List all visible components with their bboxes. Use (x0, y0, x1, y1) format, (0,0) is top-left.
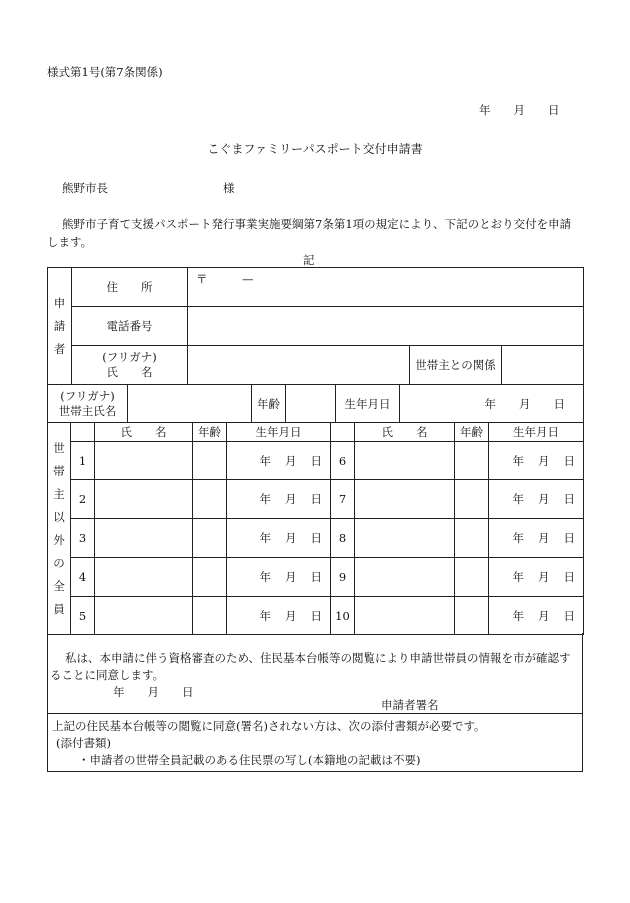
member-birth-field[interactable]: 年 月 日 (227, 442, 331, 480)
members-group-label: 世 帯 主 以 外 の 全 員 (48, 423, 71, 635)
member-age-field[interactable] (193, 480, 227, 519)
member-name-field[interactable] (95, 558, 193, 597)
relation-field[interactable] (502, 346, 584, 385)
table-row (48, 480, 584, 519)
member-number: 9 (331, 558, 355, 597)
member-age-field[interactable] (193, 442, 227, 480)
table-row (48, 442, 584, 480)
table-row (48, 558, 584, 597)
member-age-field[interactable] (193, 558, 227, 597)
signature-label: 申請者署名 (381, 698, 439, 712)
members-age-header-left: 年齢 (193, 423, 227, 442)
form-number: 様式第1号(第7条関係) (47, 65, 163, 79)
address-field[interactable] (188, 268, 584, 307)
phone-field[interactable] (188, 307, 584, 346)
member-birth-field[interactable]: 年 月 日 (227, 558, 331, 597)
consent-text-continued: ることに同意します。 (50, 668, 165, 682)
member-number: 8 (331, 519, 355, 558)
member-number: 2 (71, 480, 95, 519)
table-row (48, 519, 584, 558)
member-number: 3 (71, 519, 95, 558)
intro-text-continued: します。 (47, 235, 93, 249)
members-birth-header-left: 生年月日 (227, 423, 331, 442)
member-age-field[interactable] (193, 597, 227, 635)
member-age-field[interactable] (455, 519, 489, 558)
member-age-field[interactable] (455, 480, 489, 519)
member-birth-field[interactable]: 年 月 日 (227, 519, 331, 558)
householder-age-field[interactable] (286, 385, 336, 423)
members-age-header-right: 年齢 (455, 423, 489, 442)
consent-date[interactable]: 年 月 日 (113, 685, 194, 699)
relation-label: 世帯主との関係 (410, 346, 502, 385)
document-title: こぐまファミリーパスポート交付申請書 (207, 142, 423, 156)
members-name-header-left: 氏 名 (95, 423, 193, 442)
member-age-field[interactable] (455, 442, 489, 480)
phone-label: 電話番号 (72, 307, 188, 346)
ki-label: 記 (303, 253, 315, 267)
attachment-heading: (添付書類) (56, 736, 111, 750)
member-birth-field[interactable]: 年 月 日 (489, 558, 584, 597)
intro-text: 熊野市子育て支援パスポート発行事業実施要綱第7条第1項の規定により、下記のとおり交付を申請 (62, 217, 572, 231)
member-name-field[interactable] (95, 597, 193, 635)
addressee: 熊野市長 (62, 181, 108, 195)
member-number: 1 (71, 442, 95, 480)
householder-birth-field[interactable]: 年 月 日 (400, 385, 584, 423)
members-name-header-right: 氏 名 (355, 423, 455, 442)
consent-text: 私は、本申請に伴う資格審査のため、住民基本台帳等の閲覧により申請世帯員の情報を市が確認す (65, 651, 571, 665)
attachment-item: ・申請者の世帯全員記載のある住民票の写し(本籍地の記載は不要) (78, 753, 421, 767)
member-number: 7 (331, 480, 355, 519)
attachment-box (47, 713, 583, 772)
address-label: 住 所 (72, 268, 188, 307)
member-name-field[interactable] (95, 442, 193, 480)
applicant-group-label: 申 請 者 (48, 268, 72, 385)
member-name-field[interactable] (355, 480, 455, 519)
member-birth-field[interactable]: 年 月 日 (489, 442, 584, 480)
member-age-field[interactable] (455, 597, 489, 635)
table-row (48, 597, 584, 635)
member-name-field[interactable] (355, 558, 455, 597)
member-number: 5 (71, 597, 95, 635)
householder-name-label: (フリガナ) 世帯主氏名 (48, 385, 128, 423)
member-birth-field[interactable]: 年 月 日 (489, 597, 584, 635)
application-date: 年 月 日 (479, 103, 560, 117)
attachment-note: 上記の住民基本台帳等の閲覧に同意(署名)されない方は、次の添付書類が必要です。 (52, 719, 486, 733)
householder-name-field[interactable] (128, 385, 252, 423)
member-birth-field[interactable]: 年 月 日 (489, 519, 584, 558)
member-birth-field[interactable]: 年 月 日 (227, 597, 331, 635)
householder-birth-label: 生年月日 (336, 385, 400, 423)
member-name-field[interactable] (95, 480, 193, 519)
member-name-field[interactable] (355, 597, 455, 635)
member-number: 10 (331, 597, 355, 635)
applicant-name-field[interactable] (188, 346, 410, 385)
householder-age-label: 年齢 (252, 385, 286, 423)
member-name-field[interactable] (355, 519, 455, 558)
members-table (47, 422, 584, 635)
members-birth-header-right: 生年月日 (489, 423, 584, 442)
postal-mark: 〒 — (196, 272, 254, 286)
householder-table (47, 384, 584, 423)
member-age-field[interactable] (455, 558, 489, 597)
member-age-field[interactable] (193, 519, 227, 558)
member-birth-field[interactable]: 年 月 日 (489, 480, 584, 519)
addressee-honorific: 様 (223, 181, 235, 195)
member-number: 6 (331, 442, 355, 480)
member-number: 4 (71, 558, 95, 597)
applicant-name-label: (フリガナ) 氏 名 (72, 346, 188, 385)
member-name-field[interactable] (95, 519, 193, 558)
member-birth-field[interactable]: 年 月 日 (227, 480, 331, 519)
consent-box (47, 633, 583, 714)
applicant-table (47, 267, 584, 385)
member-name-field[interactable] (355, 442, 455, 480)
